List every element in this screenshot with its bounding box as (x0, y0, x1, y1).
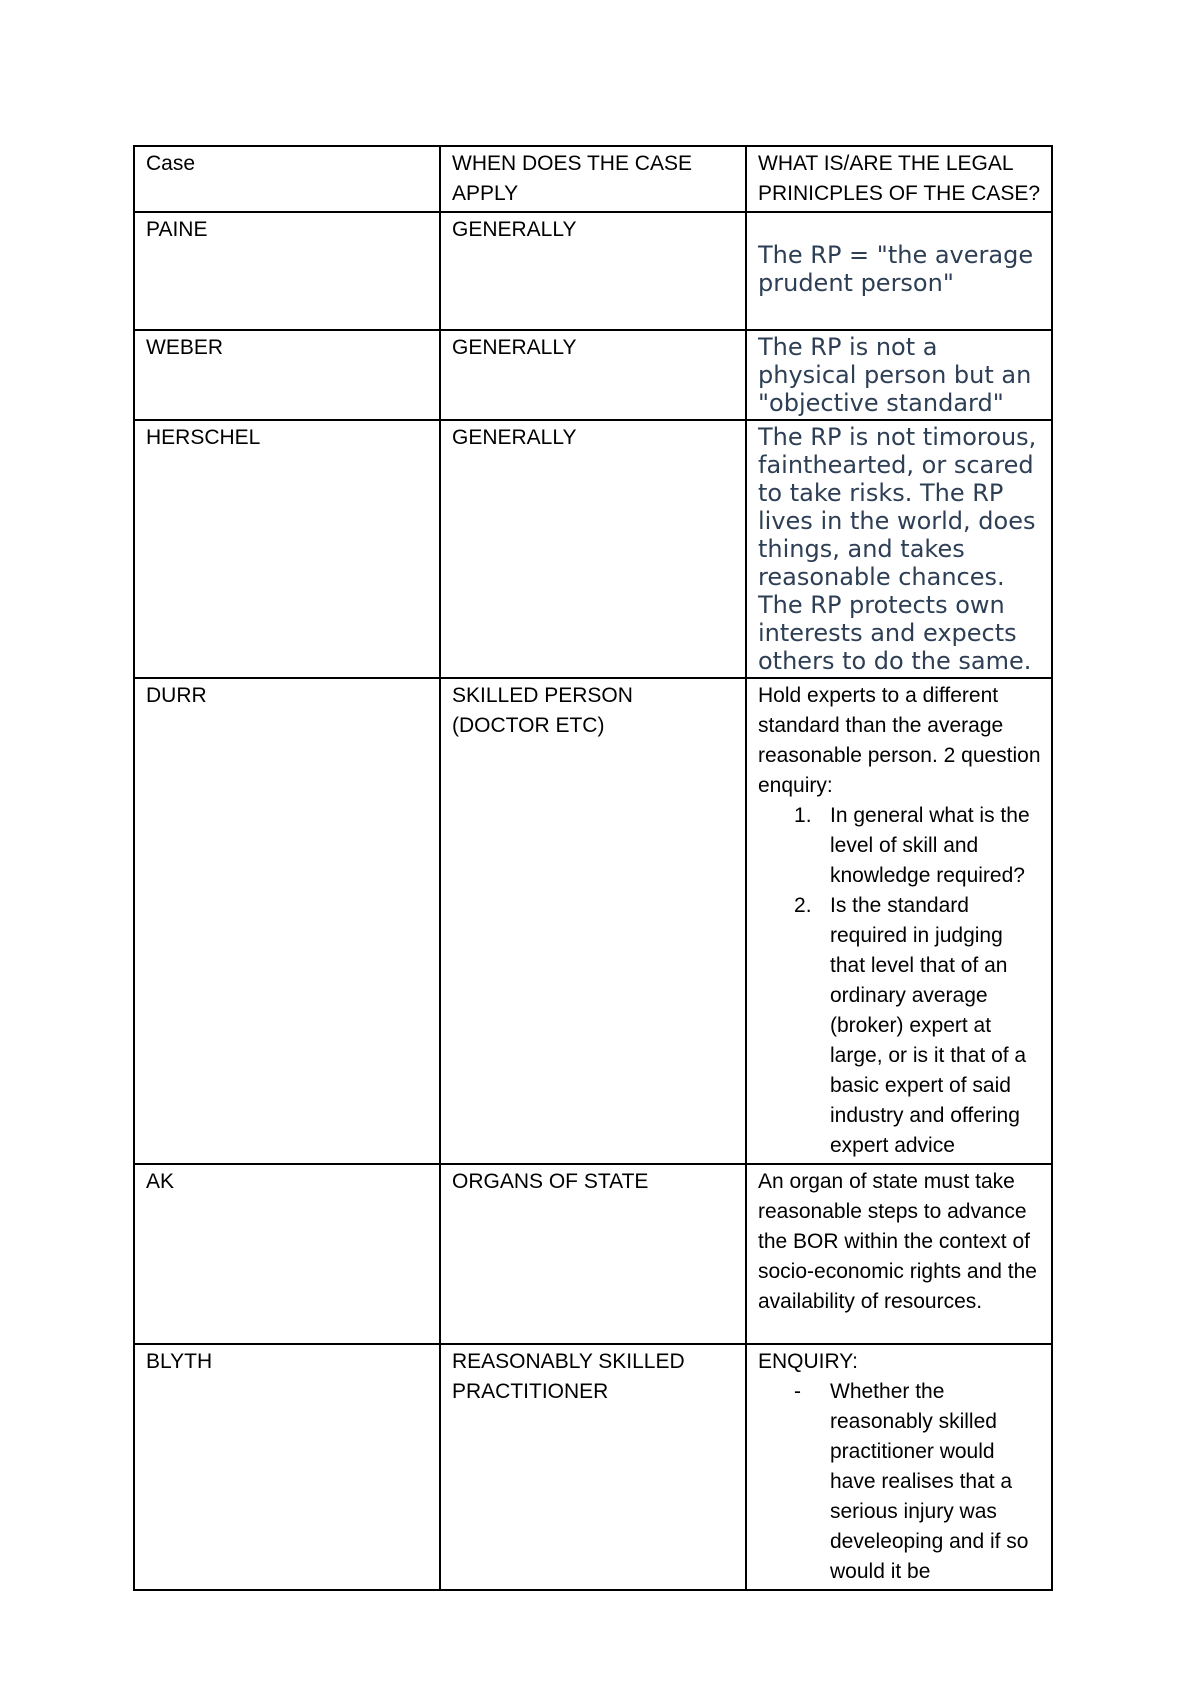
principle-text: The RP is not a physical person but an "objective standard" (758, 333, 1032, 417)
principle-text: The RP is not timorous, fainthearted, or scared to take risks. The RP lives in the world, does things, and takes reasonable chances. The RP protects own interests and expects others to do the same. (758, 423, 1037, 675)
case-name: PAINE (134, 212, 440, 330)
case-applies: GENERALLY (440, 212, 746, 330)
table-row (134, 420, 1052, 678)
enquiry-list (758, 1377, 1041, 1587)
header-case: Case (134, 146, 440, 212)
case-principle (746, 1164, 1052, 1344)
table-row (134, 212, 1052, 330)
case-table (133, 145, 1053, 1591)
table-row (134, 330, 1052, 420)
case-principle (746, 420, 1052, 678)
list-item: In general what is the level of skill and knowledge required? (830, 804, 1030, 887)
case-name: DURR (134, 678, 440, 1164)
case-applies: GENERALLY (440, 420, 746, 678)
enquiry-list (758, 801, 1041, 1161)
principle-text: Hold experts to a different standard than the average reasonable person. 2 question enquiry: (758, 684, 1041, 797)
list-item: - Whether the reasonably skilled practitioner would have realises that a serious injury was develeoping and if so would it be (830, 1377, 1041, 1587)
case-name: HERSCHEL (134, 420, 440, 678)
case-name: AK (134, 1164, 440, 1344)
case-applies: SKILLED PERSON (DOCTOR ETC) (440, 678, 746, 1164)
case-principle (746, 330, 1052, 420)
case-principle (746, 1344, 1052, 1590)
case-name: WEBER (134, 330, 440, 420)
header-principles: WHAT IS/ARE THE LEGAL PRINICPLES OF THE CASE? (746, 146, 1052, 212)
table-header-row (134, 146, 1052, 212)
case-applies: REASONABLY SKILLED PRACTITIONER (440, 1344, 746, 1590)
case-applies: ORGANS OF STATE (440, 1164, 746, 1344)
case-principle (746, 678, 1052, 1164)
case-name: BLYTH (134, 1344, 440, 1590)
table-row (134, 678, 1052, 1164)
case-principle (746, 212, 1052, 330)
principle-text: An organ of state must take reasonable steps to advance the BOR within the context of socio-economic rights and the availability of resources. (758, 1170, 1037, 1313)
principle-text: The RP = "the average prudent person" (758, 241, 1034, 297)
principle-text: ENQUIRY: (758, 1350, 858, 1373)
case-applies: GENERALLY (440, 330, 746, 420)
table-row (134, 1164, 1052, 1344)
table-row (134, 1344, 1052, 1590)
header-when: WHEN DOES THE CASE APPLY (440, 146, 746, 212)
list-item: Is the standard required in judging that level that of an ordinary average (broker) expert at large, or is it that of a basic expert of said industry and offering expert advice (830, 894, 1027, 1157)
